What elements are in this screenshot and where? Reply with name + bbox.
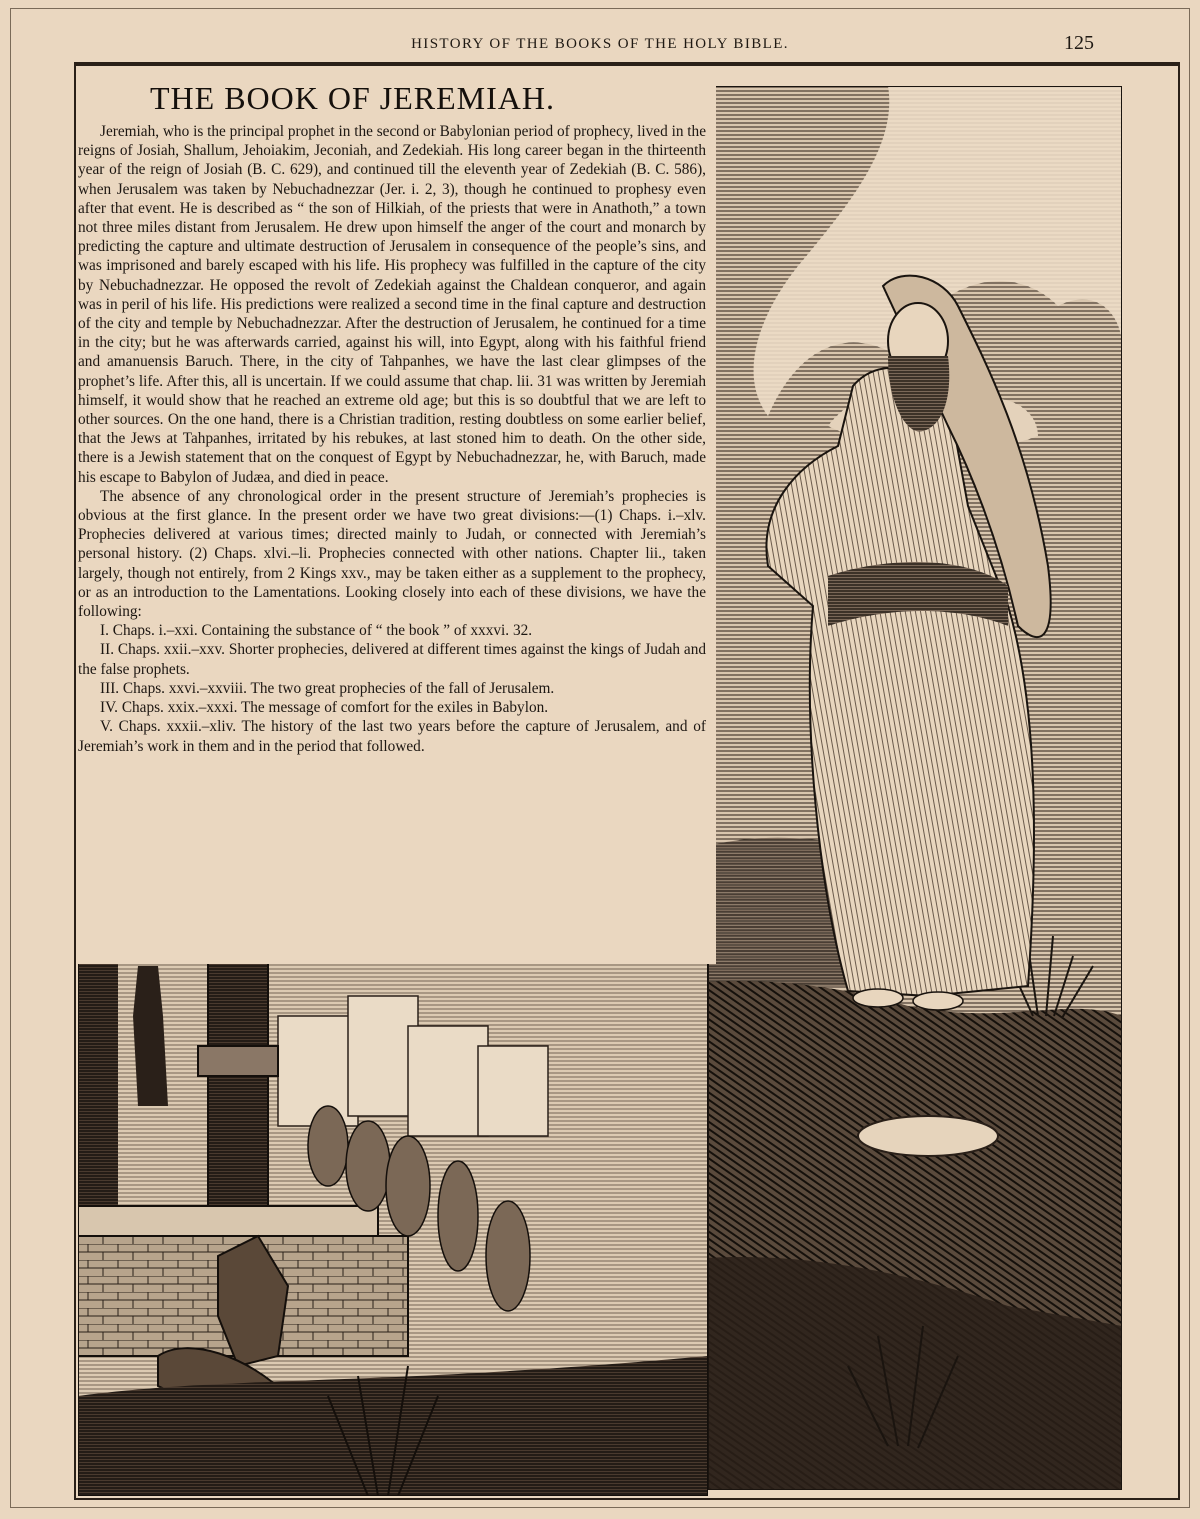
- division-item: III. Chaps. xxvi.–xxviii. The two great prophecies of the fall of Jerusalem.: [100, 679, 555, 697]
- book-title: THE BOOK OF JEREMIAH.: [150, 80, 555, 116]
- running-head: HISTORY OF THE BOOKS OF THE HOLY BIBLE.: [411, 36, 789, 52]
- division-item: I. Chaps. i.–xxi. Containing the substance of “ the book ” of xxxvi. 32.: [100, 622, 533, 640]
- division-item: II. Chaps. xxii.–xxv. Shorter prophecies, delivered at different times against the kings of Judah and the false prophets.: [78, 641, 706, 678]
- paragraph-structure: The absence of any chronological order in the present structure of Jeremiah’s prophecies is obvious at the first glance. In the present order we have two great divisions:—(1) Chaps. i.–xlv. Prophecies delivered at various times; directed mainly to Judah, or connected with Jeremiah’s personal history. (2) Chaps. xlvi.–li. Prophecies connected with other nations. Chapter lii., taken largely, though not entirely, from 2 Kings xxv., may be taken either as a supplement to the prophecy, or as an introduction to the Lamentations. Looking closely into each of these divisions, we have the following:: [78, 487, 706, 621]
- prophet-engraving: [708, 86, 1122, 1490]
- city-scene-engraving: [78, 956, 708, 1496]
- division-item: V. Chaps. xxxii.–xliv. The history of the last two years before the capture of Jerusalem, and of Jeremiah’s work in them and in the period that followed.: [78, 718, 706, 755]
- division-item: IV. Chaps. xxix.–xxxi. The message of comfort for the exiles in Babylon.: [100, 699, 549, 717]
- page-number: 125: [1064, 32, 1094, 54]
- paragraph-life-of-jeremiah: Jeremiah, who is the principal prophet in the second or Babylonian period of prophecy, lived in the reigns of Josiah, Shallum, Jehoiakim, Jeconiah, and Zedekiah. His long career began in the thirteenth year of the reign of Josiah (B. C. 629), and continued till the eleventh year of Zedekiah (B. C. 586), when Jerusalem was taken by Nebuchadnezzar (Jer. i. 2, 3), though he continued to prophesy even after that event. He is described as “ the son of Hilkiah, of the priests that were in Anathoth,” a town not three miles distant from Jerusalem. He drew upon himself the anger of the court and monarch by predicting the capture and ultimate destruction of Jerusalem in consequence of the people’s sins, and was imprisoned and barely escaped with his life. His prophecy was fulfilled in the capture of the city by Nebuchadnezzar. He opposed the revolt of Zedekiah against the Chaldean conqueror, and again was in peril of his life. His predictions were realized a second time in the final capture and destruction of the city and temple by Nebuchadnezzar. After the destruction of Jerusalem, he continued for a time in the city; but he was afterwards carried, against his will, into Egypt, along with his faithful friend and amanuensis Baruch. There, in the city of Tahpanhes, we have the last clear glimpses of the prophet’s life. After this, all is uncertain. If we could assume that chap. lii. 31 was written by Jeremiah himself, it would show that he reached an extreme old age; but this is so doubtful that we are left to other sources. On the one hand, there is a Christian tradition, resting doubtless on some earlier belief, that the Jews at Tahpanhes, irritated by his rebukes, at last stoned him to death. On the other side, there is a Jewish statement that on the conquest of Egypt by Nebuchadnezzar, he, with Baruch, made his escape to Babylon of Judæa, and died in peace.: [78, 123, 706, 486]
- article-body: [78, 122, 706, 756]
